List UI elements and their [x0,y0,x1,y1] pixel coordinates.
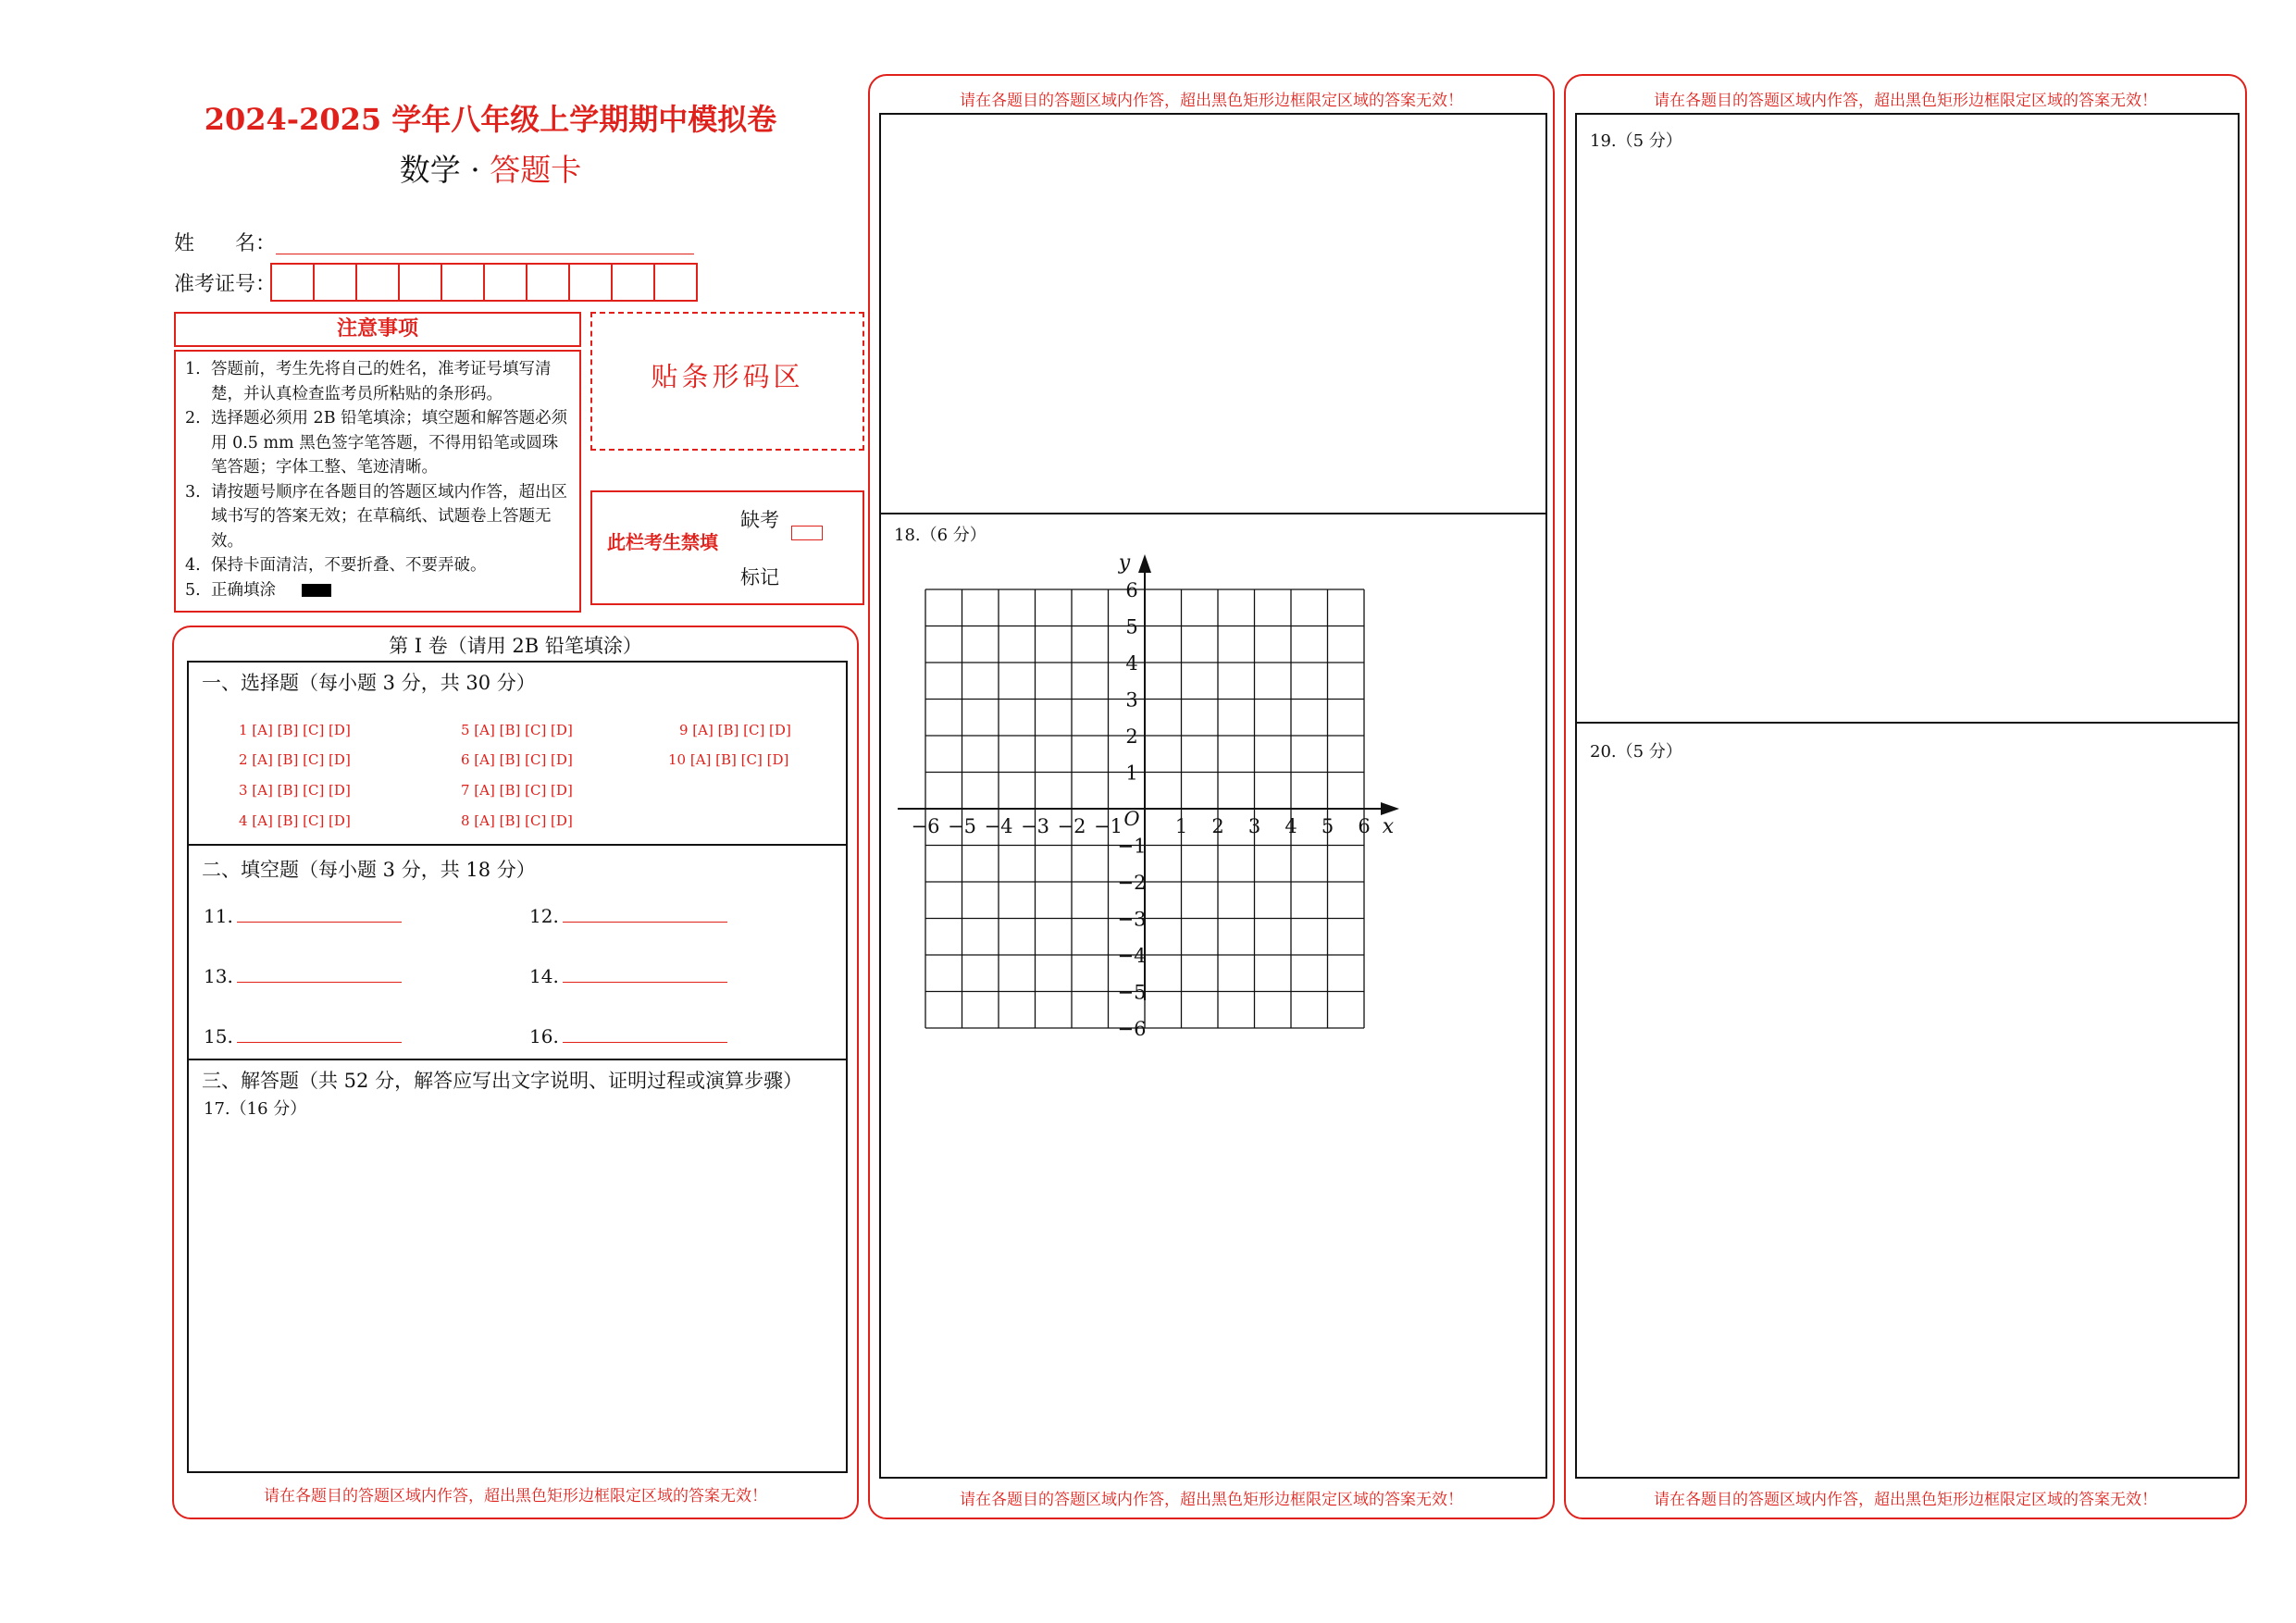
id-digit-box[interactable] [315,265,357,300]
absent-mark-box [590,490,864,605]
id-digit-box[interactable] [442,265,485,300]
mcq-row[interactable]: 4 [A] [B] [C] [D] [239,812,351,829]
x-tick-label: −2 [1057,815,1086,837]
barcode-area: 贴条形码区 [590,312,864,451]
blank-12[interactable] [529,905,727,927]
notice-text: 保持卡面清洁，不要折叠、不要弄破。 [211,556,487,575]
warning-text: 请在各题目的答题区域内作答，超出黑色矩形边框限定区域的答案无效！ [1654,92,2157,110]
answer-box-middle [879,113,1547,1479]
q19-answer-area[interactable] [1577,152,2238,735]
y-tick-label: −3 [1117,908,1147,931]
y-tick-label: 3 [1125,688,1138,712]
mcq-row[interactable]: 2 [A] [B] [C] [D] [239,751,351,768]
correct-fill-sample [302,584,331,597]
section-divider [881,513,1545,514]
blank-number: 11. [204,905,233,927]
name-label: 姓 名： [174,232,277,255]
blank-11[interactable] [204,905,402,927]
blank-line[interactable] [563,965,727,983]
id-digit-box[interactable] [655,265,696,300]
y-tick-label: 1 [1125,762,1138,785]
blank-line[interactable] [563,1025,727,1043]
section2-title: 二、填空题（每小题 3 分，共 18 分） [202,859,536,881]
section-divider [189,844,846,846]
y-tick-label: −2 [1117,872,1147,894]
mcq-row[interactable]: 5 [A] [B] [C] [D] [461,722,573,738]
absent-checkbox[interactable] [791,526,823,540]
id-digit-box[interactable] [570,265,613,300]
y-axis-arrow [1138,554,1151,573]
y-tick-label: 6 [1125,579,1138,601]
notice-item [185,357,572,406]
mcq-row[interactable]: 3 [A] [B] [C] [D] [239,782,351,799]
notice-text: 请按题号顺序在各题目的答题区域内作答，超出区域书写的答案无效；在草稿纸、试题卷上答题无效。 [211,482,567,551]
id-digit-box[interactable] [400,265,442,300]
notice-item [185,578,572,603]
y-tick-label: −4 [1117,945,1147,967]
y-tick-label: 2 [1125,725,1138,748]
y-tick-label: −6 [1117,1018,1147,1040]
x-tick-label: 2 [1211,815,1224,837]
y-tick-label: −5 [1117,981,1147,1004]
y-axis-label: y [1118,551,1131,575]
q19-label: 19.（5 分） [1590,131,1682,151]
mcq-row[interactable]: 8 [A] [B] [C] [D] [461,812,573,829]
id-digit-box[interactable] [485,265,527,300]
id-label: 准考证号： [174,273,277,296]
coordinate-grid[interactable] [881,550,1399,1068]
blank-line[interactable] [563,905,727,923]
blank-number: 15. [204,1025,233,1047]
x-tick-label: 3 [1247,815,1261,837]
mark-label: 标记 [740,566,779,588]
blank-number: 13. [204,965,233,987]
card-type-label: 答题卡 [490,152,582,188]
blank-16[interactable] [529,1025,727,1047]
x-tick-label: 4 [1285,815,1297,837]
mcq-row[interactable]: 7 [A] [B] [C] [D] [461,782,573,799]
section1-title: 一、选择题（每小题 3 分，共 30 分） [202,672,536,694]
notice-item [185,553,572,578]
notice-text: 答题前，考生先将自己的姓名，准考证号填写清楚，并认真检查监考员所粘贴的条形码。 [211,360,552,403]
x-tick-label: −4 [984,815,1013,837]
y-tick-label: 5 [1125,615,1138,638]
notice-num: 5. [185,580,201,600]
x-tick-label: −5 [948,815,976,837]
blank-15[interactable] [204,1025,402,1047]
subject-label: 数学 · [399,152,490,188]
part1-title: 第 Ⅰ 卷（请用 2B 铅笔填涂） [389,635,642,657]
notice-text: 选择题必须用 2B 铅笔填涂；填空题和解答题必须用 0.5 mm 黑色签字笔答题，不得用铅笔或圆珠笔答题；字体工整、笔迹清晰。 [211,409,568,477]
q17-answer-area[interactable] [189,1116,846,1468]
q17-continued-area[interactable] [881,115,1545,513]
warning-text: 请在各题目的答题区域内作答，超出黑色矩形边框限定区域的答案无效！ [1654,1491,2157,1509]
notice-num: 4. [185,556,201,575]
x-tick-label: 6 [1358,815,1371,837]
blank-line[interactable] [237,905,402,923]
absent-label: 缺考 [740,509,779,531]
warning-text: 请在各题目的答题区域内作答，超出黑色矩形边框限定区域的答案无效！ [960,1491,1463,1509]
blank-number: 12. [529,905,559,927]
q20-label: 20.（5 分） [1590,742,1682,762]
x-axis-arrow [1381,802,1399,815]
id-digit-box[interactable] [613,265,655,300]
q20-answer-area[interactable] [1577,762,2238,1475]
forbid-label: 此栏考生禁填 [607,531,718,553]
card-subtitle [167,146,814,190]
section-divider [1577,722,2238,724]
notice-heading: 注意事项 [174,312,581,347]
blank-13[interactable] [204,965,402,987]
y-tick-label: 4 [1125,652,1138,675]
blank-line[interactable] [237,1025,402,1043]
warning-text: 请在各题目的答题区域内作答，超出黑色矩形边框限定区域的答案无效！ [960,92,1463,110]
notice-num: 1. [185,360,201,378]
answer-box-right [1575,113,2240,1479]
x-tick-label: −6 [911,815,940,837]
mcq-row[interactable]: 1 [A] [B] [C] [D] [239,722,351,738]
section-divider [189,1059,846,1060]
notice-item [185,480,572,554]
x-tick-label: −1 [1094,815,1123,837]
id-digit-box[interactable] [272,265,315,300]
panel-middle [868,74,1555,1519]
notice-item [185,406,572,480]
card-title: 2024-2025 学年八年级上学期期中模拟卷 [204,102,777,137]
x-axis-label: x [1382,815,1395,838]
q17-label: 17.（16 分） [204,1099,307,1119]
blank-14[interactable] [529,965,727,987]
origin-label: O [1123,808,1140,830]
notice-body [174,350,581,613]
notice-num: 2. [185,409,201,427]
x-tick-label: 1 [1174,815,1188,837]
blank-number: 16. [529,1025,559,1047]
warning-text: 请在各题目的答题区域内作答，超出黑色矩形边框限定区域的答案无效！ [264,1487,767,1505]
blank-number: 14. [529,965,559,987]
section3-title: 三、解答题（共 52 分，解答应写出文字说明、证明过程或演算步骤） [202,1070,803,1092]
notice-num: 3. [185,482,201,502]
q18-label: 18.（6 分） [894,526,987,545]
mcq-row[interactable]: 6 [A] [B] [C] [D] [461,751,573,768]
notice-text: 正确填涂 [211,580,276,600]
panel-part1 [172,626,859,1519]
x-tick-label: −3 [1021,815,1049,837]
name-field[interactable] [276,253,694,254]
answer-box-part1 [187,661,848,1473]
id-digit-box[interactable] [527,265,570,300]
mcq-row[interactable]: 9 [A] [B] [C] [D] [679,722,791,738]
y-tick-label: −1 [1117,835,1147,858]
panel-right [1564,74,2247,1519]
blank-line[interactable] [237,965,402,983]
id-number-boxes[interactable] [270,263,698,302]
id-digit-box[interactable] [357,265,400,300]
mcq-row[interactable]: 10 [A] [B] [C] [D] [668,751,789,768]
x-tick-label: 5 [1321,815,1334,837]
